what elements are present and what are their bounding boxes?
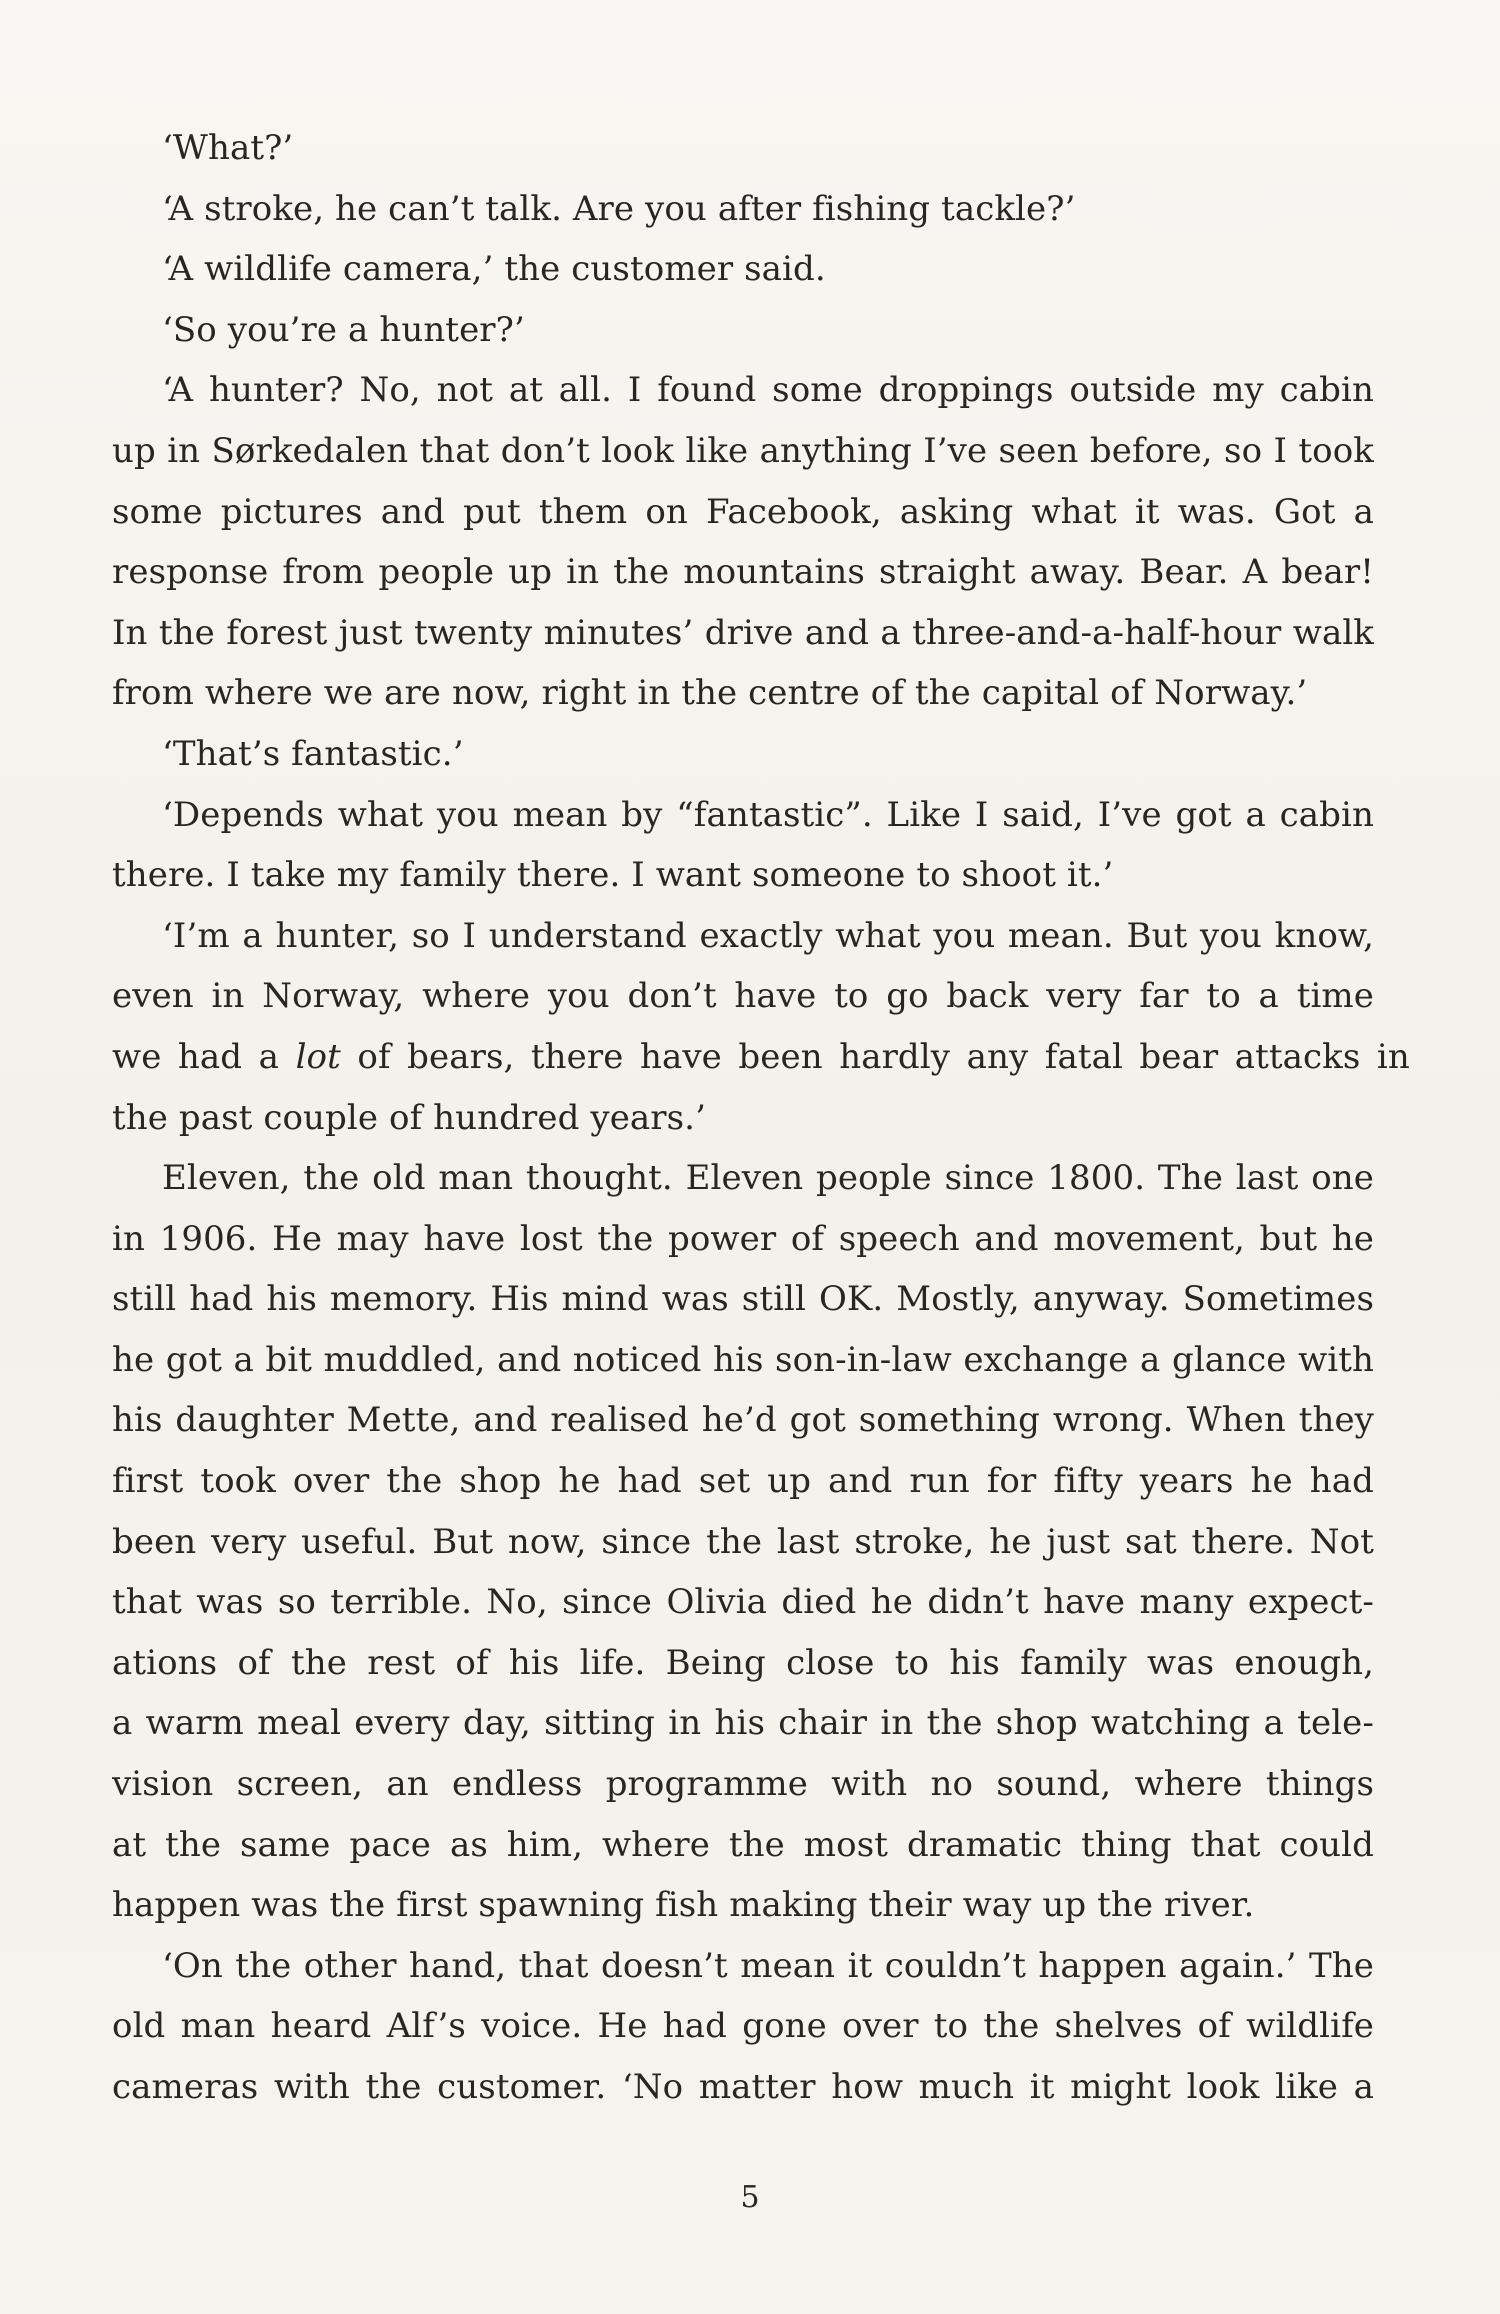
text-line: his daughter Mette, and realised he’d got something wrong. When they xyxy=(112,1400,1374,1441)
body-text xyxy=(112,118,1410,2118)
text-line: Eleven, the old man thought. Eleven people since 1800. The last one xyxy=(162,1158,1374,1199)
text-line: up in Sørkedalen that don’t look like anything I’ve seen before, so I took xyxy=(112,430,1374,471)
text-line: response from people up in the mountains straight away. Bear. A bear! xyxy=(112,552,1374,593)
italic-word: lot xyxy=(295,1036,341,1077)
text-line xyxy=(112,1027,1410,1088)
text-line: from where we are now, right in the centre of the capital of Norway.’ xyxy=(112,673,1308,714)
text-line: there. I take my family there. I want someone to shoot it.’ xyxy=(112,855,1114,896)
text-line: he got a bit muddled, and noticed his son-in-law exchange a glance with xyxy=(112,1339,1374,1380)
page-number: 5 xyxy=(740,2180,760,2215)
text-line: ‘So you’re a hunter?’ xyxy=(162,309,525,350)
text-fragment: of bears, there have been hardly any fatal bear attacks in xyxy=(340,1036,1410,1077)
text-line: a warm meal every day, sitting in his chair in the shop watching a tele- xyxy=(112,1703,1374,1744)
text-line: cameras with the customer. ‘No matter how much it might look like a xyxy=(112,2067,1374,2107)
text-line: ‘A hunter? No, not at all. I found some droppings outside my cabin xyxy=(162,370,1374,411)
text-line: ‘A stroke, he can’t talk. Are you after fishing tackle?’ xyxy=(162,188,1076,229)
text-line: still had his memory. His mind was still OK. Mostly, anyway. Sometimes xyxy=(112,1279,1374,1320)
text-line: been very useful. But now, since the last stroke, he just sat there. Not xyxy=(112,1521,1374,1562)
text-line: In the forest just twenty minutes’ drive and a three-and-a-half-hour walk xyxy=(112,612,1374,653)
text-line: ‘I’m a hunter, so I understand exactly what you mean. But you know, xyxy=(162,915,1374,956)
text-line: some pictures and put them on Facebook, asking what it was. Got a xyxy=(112,491,1374,532)
text-line: at the same pace as him, where the most dramatic thing that could xyxy=(112,1824,1374,1865)
text-line: ations of the rest of his life. Being close to his family was enough, xyxy=(112,1642,1374,1683)
text-line: first took over the shop he had set up and run for fifty years he had xyxy=(112,1461,1374,1502)
text-line: ‘Depends what you mean by “fantastic”. Like I said, I’ve got a cabin xyxy=(162,794,1374,835)
text-fragment: we had a xyxy=(112,1036,296,1077)
text-line: ‘A wildlife camera,’ the customer said. xyxy=(162,249,826,290)
text-line: vision screen, an endless programme with no sound, where things xyxy=(112,1764,1374,1805)
text-line: in 1906. He may have lost the power of speech and movement, but he xyxy=(112,1218,1374,1259)
text-line: old man heard Alf’s voice. He had gone over to the shelves of wildlife xyxy=(112,2006,1374,2047)
text-line: happen was the first spawning fish making their way up the river. xyxy=(112,1885,1255,1926)
text-line: ‘On the other hand, that doesn’t mean it couldn’t happen again.’ The xyxy=(162,1945,1374,1986)
text-line: that was so terrible. No, since Olivia died he didn’t have many expect- xyxy=(112,1582,1374,1623)
text-line: even in Norway, where you don’t have to go back very far to a time xyxy=(112,976,1374,1017)
text-line: ‘What?’ xyxy=(162,128,294,168)
text-line: ‘That’s fantastic.’ xyxy=(162,733,464,774)
text-line: the past couple of hundred years.’ xyxy=(112,1097,707,1138)
